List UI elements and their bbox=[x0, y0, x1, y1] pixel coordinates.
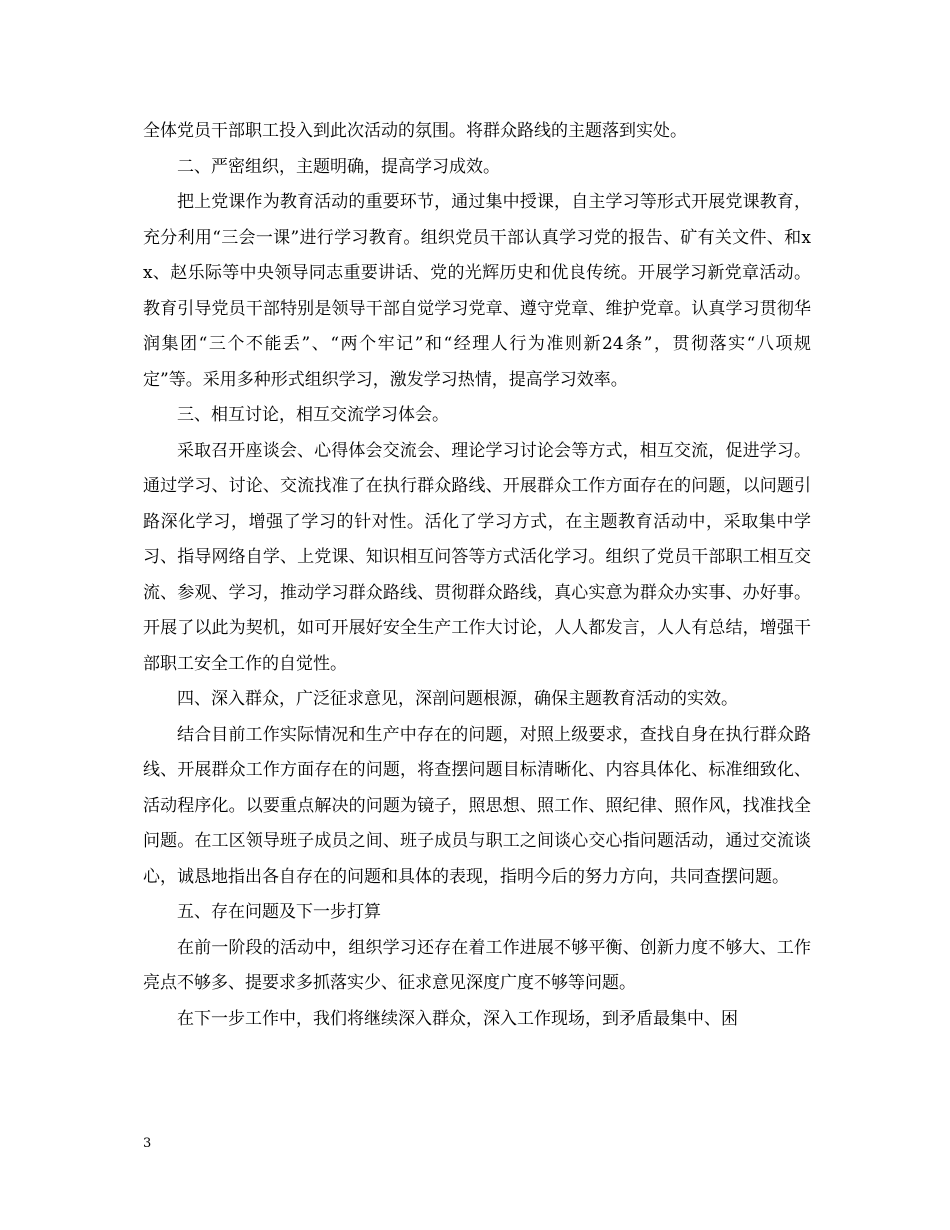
paragraph: 在前一阶段的活动中，组织学习还存在着工作进展不够平衡、创新力度不够大、工作亮点不够多、提要求多抓落实少、征求意见深度广度不够等问题。 bbox=[143, 937, 811, 993]
document-body bbox=[143, 114, 811, 1037]
paragraph: 结合目前工作实际情况和生产中存在的问题，对照上级要求，查找自身在执行群众路线、开展群众工作方面存在的问题，将查摆问题目标清晰化、内容具体化、标准细致化、活动程序化。以要重点解决的问题为镜子，照思想、照工作、照纪律、照作风，找准找全问题。在工区领导班子成员之间、班子成员与职工之间谈心交心指问题活动，通过交流谈心，诚恳地指出各自存在的问题和具体的表现，指明今后的努力方向，共同查摆问题。 bbox=[143, 724, 811, 887]
paragraph: 采取召开座谈会、心得体会交流会、理论学习讨论会等方式，相互交流，促进学习。通过学习、讨论、交流找准了在执行群众路线、开展群众工作方面存在的问题，以问题引路深化学习，增强了学习的针对性。活化了学习方式，在主题教育活动中，采取集中学习、指导网络自学、上党课、知识相互问答等方式活化学习。组织了党员干部职工相互交流、参观、学习，推动学习群众路线、贯彻群众路线，真心实意为群众办实事、办好事。开展了以此为契机，如可开展好安全生产工作大讨论，人人都发言，人人有总结，增强干部职工安全工作的自觉性。 bbox=[143, 440, 811, 674]
page-number: 3 bbox=[143, 1136, 152, 1151]
section-heading-2: 二、严密组织，主题明确，提高学习成效。 bbox=[177, 156, 500, 177]
paragraph: 把上党课作为教育活动的重要环节，通过集中授课，自主学习等形式开展党课教育，充分利用“三会一课”进行学习教育。组织党员干部认真学习党的报告、矿有关文件、和xx、赵乐际等中央领导同志重要讲话、党的光辉历史和优良传统。开展学习新党章活动。教育引导党员干部特别是领导干部自觉学习党章、遵守党章、维护党章。认真学习贯彻华润集团“三个不能丢”、“两个牢记”和“经理人行为准则新24条”，贯彻落实“八项规定”等。采用多种形式组织学习，激发学习热情，提高学习效率。 bbox=[143, 192, 811, 390]
paragraph-continuation: 全体党员干部职工投入到此次活动的氛围。将群众路线的主题落到实处。 bbox=[143, 121, 687, 141]
section-heading-3: 三、相互讨论，相互交流学习体会。 bbox=[177, 405, 449, 425]
section-heading-4: 四、深入群众，广泛征求意见，深剖问题根源，确保主题教育活动的实效。 bbox=[177, 689, 738, 709]
section-heading-5: 五、存在问题及下一步打算 bbox=[177, 902, 381, 922]
paragraph: 在下一步工作中，我们将继续深入群众，深入工作现场，到矛盾最集中、困 bbox=[177, 1008, 738, 1029]
